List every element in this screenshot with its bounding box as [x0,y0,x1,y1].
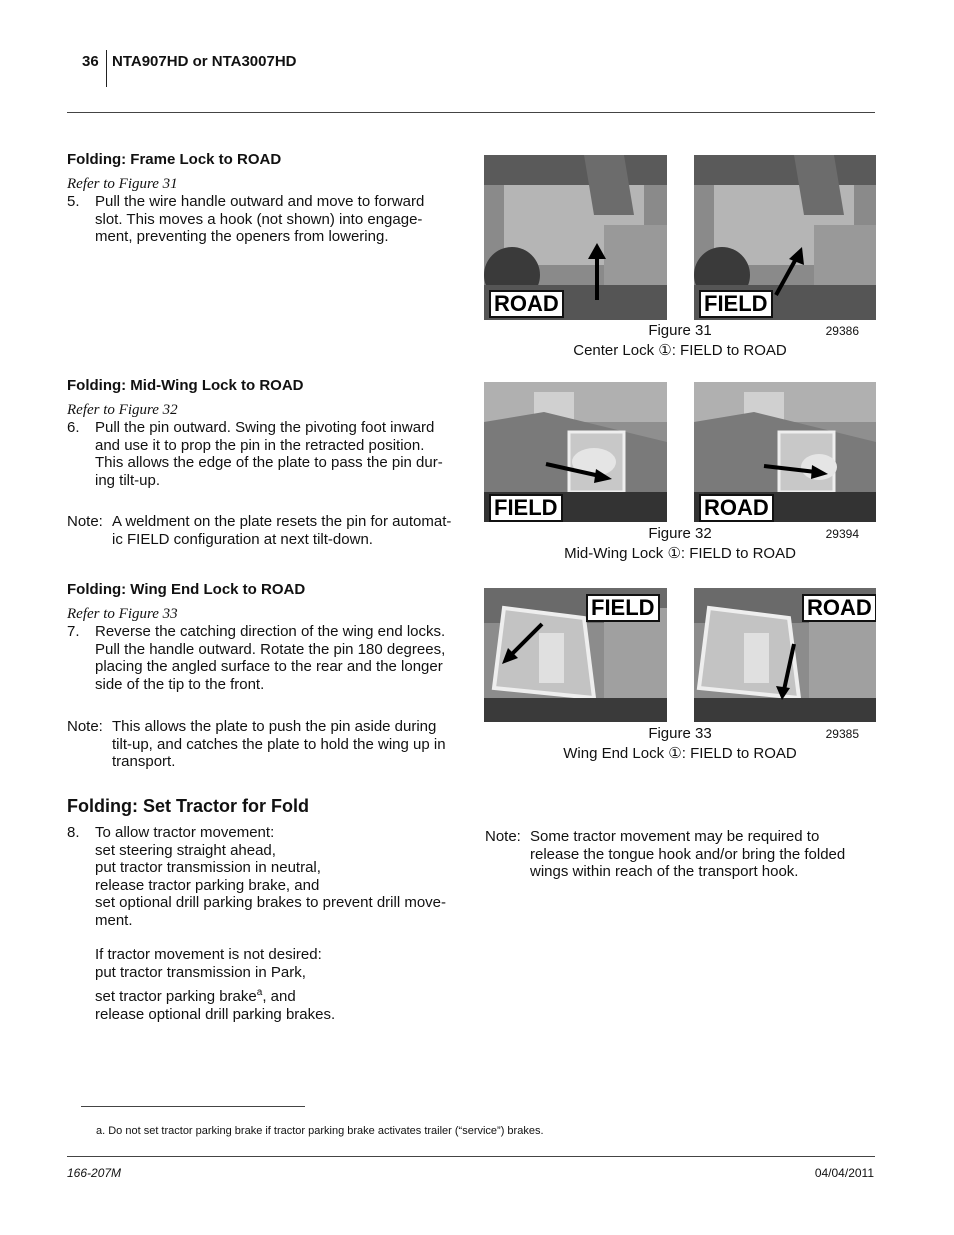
mid-wing-refer: Refer to Figure 32 [67,402,178,418]
step-line: Pull the pin outward. Swing the pivoting foot inward [95,419,435,436]
figure31-caption [484,322,876,359]
mid-wing-note [67,513,462,548]
figure31-photo-field [694,155,876,320]
step-line: put tractor transmission in Park, [95,963,306,981]
figure33-right-tag: ROAD [802,594,876,622]
wing-end-heading: Folding: Wing End Lock to ROAD [67,581,306,598]
page-number: 36 [82,53,99,70]
frame-lock-heading: Folding: Frame Lock to ROAD [67,151,282,168]
mid-wing-step [67,419,462,489]
step-line: Reverse the catching direction of the wing end locks. [95,623,446,640]
figure-number: 29394 [825,527,859,541]
step-number: 6. [67,419,80,436]
frame-lock-refer: Refer to Figure 31 [67,176,178,192]
note-line: Some tractor movement may be required to [530,828,820,845]
note-line: transport. [112,753,176,770]
header-rule [67,112,875,113]
figure-label: Figure 33 [648,725,712,742]
step-line: set steering straight ahead, [95,841,276,859]
note-label: Note: [485,828,521,845]
wing-end-refer: Refer to Figure 33 [67,606,178,622]
figure32-caption [484,525,876,562]
note-label: Note: [67,718,103,735]
figure32-photo-field [484,382,667,522]
step-number: 5. [67,193,80,210]
note-label: Note: [67,513,103,530]
figure31-photo-road [484,155,667,320]
note-line: tilt-up, and catches the plate to hold the wing up in [112,735,446,753]
mid-wing-heading: Folding: Mid-Wing Lock to ROAD [67,377,304,394]
figure32-left-tag: FIELD [489,494,563,522]
document-number: 166-207M [67,1166,122,1180]
note-line: release the tongue hook and/or bring the folded [530,845,846,863]
figure31-right-tag: FIELD [699,290,773,318]
footer-rule [67,1156,875,1157]
figure32-right-tag: ROAD [699,494,774,522]
footnote: a. Do not set tractor parking brake if tractor parking brake activates trailer (“service”) brakes. [96,1125,544,1137]
note-line: A weldment on the plate resets the pin for automat- [112,513,452,530]
step-number: 7. [67,623,80,640]
tractor-step [67,824,462,1023]
figure-label: Figure 32 [648,525,712,542]
figure33-caption [484,725,876,762]
header-divider [106,50,107,87]
tractor-heading: Folding: Set Tractor for Fold [67,796,309,816]
figure32-photo-road [694,382,876,522]
figure33-photo-field [484,588,667,722]
note-line: ic FIELD configuration at next tilt-down. [112,530,373,548]
step-line: ment, preventing the openers from lowering. [95,228,389,245]
step-line-brake: set tractor parking brake$^a$, and [95,987,296,1005]
step-line: placing the angled surface to the rear and the longer [95,658,443,675]
step-line: side of the tip to the front. [95,675,265,693]
document-title: NTA907HD or NTA3007HD [112,53,297,70]
step-number: 8. [67,824,80,841]
step-line: ing tilt-up. [95,471,161,489]
figure-title: Mid-Wing Lock ①: FIELD to ROAD [564,544,796,562]
document-date: 04/04/2011 [814,1166,874,1180]
note-line: This allows the plate to push the pin aside during [112,718,437,735]
step-line: To allow tractor movement: [95,824,275,841]
figure-title: Center Lock ①: FIELD to ROAD [573,341,787,359]
step-line: release optional drill parking brakes. [95,1005,336,1023]
figure-number: 29386 [825,324,859,338]
figure33-photo-road [694,588,876,722]
footnote-ref: a [256,987,263,998]
figure31-left-tag: ROAD [489,290,564,318]
footnote-rule [81,1106,305,1107]
step-line: put tractor transmission in neutral, [95,859,321,876]
step-line: This allows the edge of the plate to pass the pin dur- [95,454,443,471]
tractor-movement-note [485,828,875,881]
step-line: If tractor movement is not desired: [95,946,322,963]
wing-end-note [67,718,462,771]
step-line: Pull the handle outward. Rotate the pin 180 degrees, [95,640,446,658]
step-line: set optional drill parking brakes to prevent drill move- [95,894,446,911]
figure-title: Wing End Lock ①: FIELD to ROAD [563,744,797,762]
figure-number: 29385 [825,727,859,741]
wing-end-step [67,623,462,693]
step-line: release tractor parking brake, and [95,876,320,894]
figure33-left-tag: FIELD [586,594,660,622]
figure-label: Figure 31 [648,322,712,339]
step-line: Pull the wire handle outward and move to forward [95,193,425,210]
step-line: slot. This moves a hook (not shown) into engage- [95,210,423,228]
step-line: ment. [95,911,133,929]
frame-lock-step [67,193,462,246]
step-line: and use it to prop the pin in the retracted position. [95,436,425,454]
note-line: wings within reach of the transport hook. [530,863,799,880]
